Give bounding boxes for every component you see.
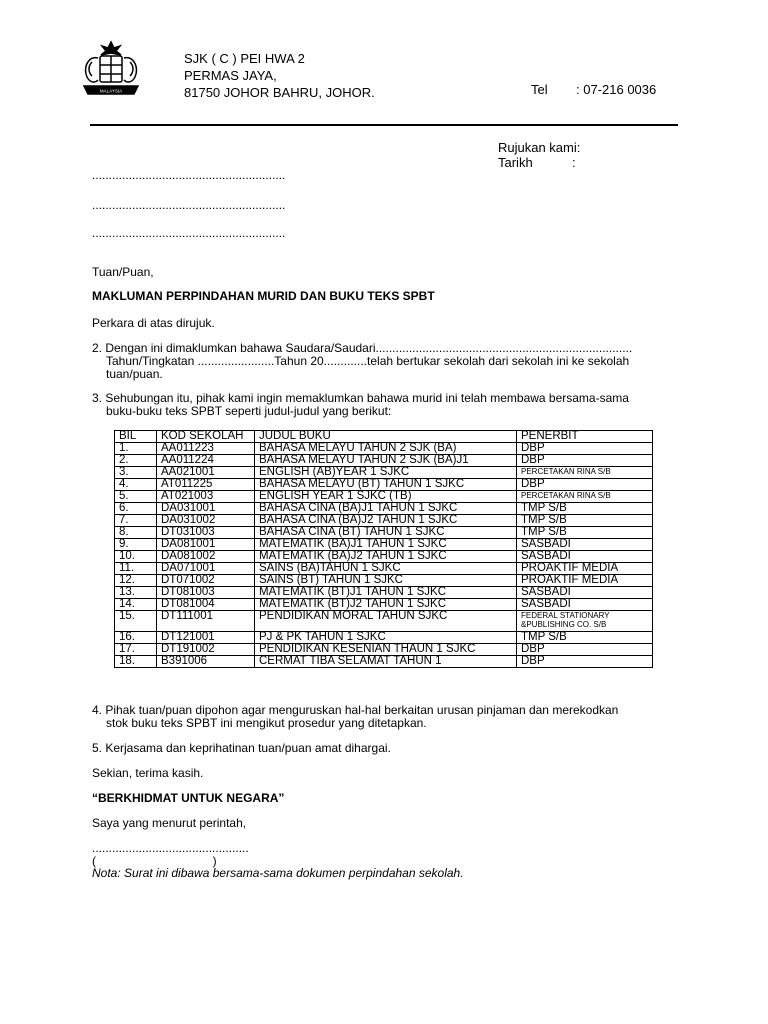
paragraph-2-line-3: tuan/puan. xyxy=(106,367,163,381)
table-row: 3. AA021001 ENGLISH (AB)YEAR 1 SJKC PERCETAKAN RINA S/B xyxy=(115,467,653,479)
paragraph-1: Perkara di atas dirujuk. xyxy=(92,316,215,330)
table-row: 1. AA011223 BAHASA MELAYU TAHUN 2 SJK (BA) DBP xyxy=(115,443,653,455)
recipient-line-2: .......................................................... xyxy=(92,198,286,212)
book-table xyxy=(114,430,653,668)
rujukan-label: Rujukan kami: xyxy=(498,140,581,155)
school-name: SJK ( C ) PEI HWA 2 xyxy=(184,51,305,66)
table-row: 13. DT081003 MATEMATIK (BT)J1 TAHUN 1 SJKC SASBADI xyxy=(115,587,653,599)
coat-of-arms-logo xyxy=(76,38,146,102)
table-row: 9. DA081001 MATEMATIK (BA)J1 TAHUN 1 SJKC SASBADI xyxy=(115,539,653,551)
header-kod-sekolah: KOD SEKOLAH xyxy=(157,431,255,443)
reference-block xyxy=(498,140,580,170)
salutation: Tuan/Puan, xyxy=(92,265,154,279)
tarikh-row xyxy=(498,155,580,170)
closing: Sekian, terima kasih. xyxy=(92,766,204,780)
header-bil: BIL xyxy=(115,431,157,443)
table-row: 2. AA011224 BAHASA MELAYU TAHUN 2 SJK (BA)J1 DBP xyxy=(115,455,653,467)
table-row: 15. DT111001 PENDIDIKAN MORAL TAHUN SJKC FEDERAL STATIONARY &PUBLISHING CO. S/B xyxy=(115,611,653,632)
tel-label: Tel xyxy=(531,82,548,97)
signatory-name: ( ) xyxy=(92,854,217,868)
address-line-1: PERMAS JAYA, xyxy=(184,68,277,83)
table-row: 6. DA031001 BAHASA CINA (BA)J1 TAHUN 1 SJKC TMP S/B xyxy=(115,503,653,515)
table-row: 18. B391006 CERMAT TIBA SELAMAT TAHUN 1 DBP xyxy=(115,656,653,668)
table-row: 5. AT021003 ENGLISH YEAR 1 SJKC (TB) PERCETAKAN RINA S/B xyxy=(115,491,653,503)
paragraph-3-line-2: buku-buku teks SPBT seperti judul-judul yang berikut: xyxy=(106,404,392,418)
header-penerbit: PENERBIT xyxy=(517,431,653,443)
table-row: 16. DT121001 PJ & PK TAHUN 1 SJKC TMP S/B xyxy=(115,632,653,644)
paragraph-4 xyxy=(92,704,618,730)
recipient-line-3: .......................................................... xyxy=(92,226,286,240)
table-header-row xyxy=(115,431,653,443)
note: Nota: Surat ini dibawa bersama-sama dokumen perpindahan sekolah. xyxy=(92,866,464,880)
paragraph-4-line-1: 4. Pihak tuan/puan dipohon agar menguruskan hal-hal berkaitan urusan pinjaman dan merekodkan xyxy=(92,703,619,717)
table-row: 4. AT011225 BAHASA MELAYU (BT) TAHUN 1 SJKC DBP xyxy=(115,479,653,491)
signature-line: ............................................... xyxy=(92,841,249,855)
paragraph-2 xyxy=(92,342,632,381)
paragraph-3 xyxy=(92,392,629,418)
telephone xyxy=(531,82,656,97)
tel-value: : 07-216 0036 xyxy=(576,82,657,97)
table-row: 7. DA031002 BAHASA CINA (BA)J2 TAHUN 1 SJKC TMP S/B xyxy=(115,515,653,527)
table-row: 14. DT081004 MATEMATIK (BT)J2 TAHUN 1 SJKC SASBADI xyxy=(115,599,653,611)
paragraph-2-line-2: Tahun/Tingkatan .......................Tahun 20.............telah bertukar sekolah dari sekolah ini ke sekolah xyxy=(106,354,630,368)
letter-subject: MAKLUMAN PERPINDAHAN MURID DAN BUKU TEKS SPBT xyxy=(92,289,435,303)
table-row: 12. DT071002 SAINS (BT) TAHUN 1 SJKC PROAKTIF MEDIA xyxy=(115,575,653,587)
table-row: 10. DA081002 MATEMATIK (BA)J2 TAHUN 1 SJKC SASBADI xyxy=(115,551,653,563)
address-line-2: 81750 JOHOR BAHRU, JOHOR. xyxy=(184,85,375,100)
table-row: 11. DA071001 SAINS (BA)TAHUN 1 SJKC PROAKTIF MEDIA xyxy=(115,563,653,575)
recipient-line-1: .......................................................... xyxy=(92,168,286,182)
table-row: 17. DT191002 PENDIDIKAN KESENIAN THAUN 1 SJKC DBP xyxy=(115,644,653,656)
tarikh-colon: : xyxy=(572,155,576,170)
paragraph-4-line-2: stok buku teks SPBT ini mengikut prosedur yang ditetapkan. xyxy=(106,716,427,730)
school-address xyxy=(184,50,375,101)
table-row: 8. DT031003 BAHASA CINA (BT) TAHUN 1 SJKC TMP S/B xyxy=(115,527,653,539)
motto: “BERKHIDMAT UNTUK NEGARA” xyxy=(92,791,285,805)
paragraph-5: 5. Kerjasama dan keprihatinan tuan/puan amat dihargai. xyxy=(92,741,391,755)
signoff: Saya yang menurut perintah, xyxy=(92,816,247,830)
header-judul-buku: JUDUL BUKU xyxy=(255,431,517,443)
header-divider xyxy=(90,124,678,126)
svg-text:MALAYSIA: MALAYSIA xyxy=(99,88,123,94)
paragraph-3-line-1: 3. Sehubungan itu, pihak kami ingin memaklumkan bahawa murid ini telah membawa bersama-sama xyxy=(92,391,629,405)
tarikh-label: Tarikh xyxy=(498,155,533,170)
paragraph-2-line-1: 2. Dengan ini dimaklumkan bahawa Saudara/Saudari............................................................................. xyxy=(92,341,633,355)
